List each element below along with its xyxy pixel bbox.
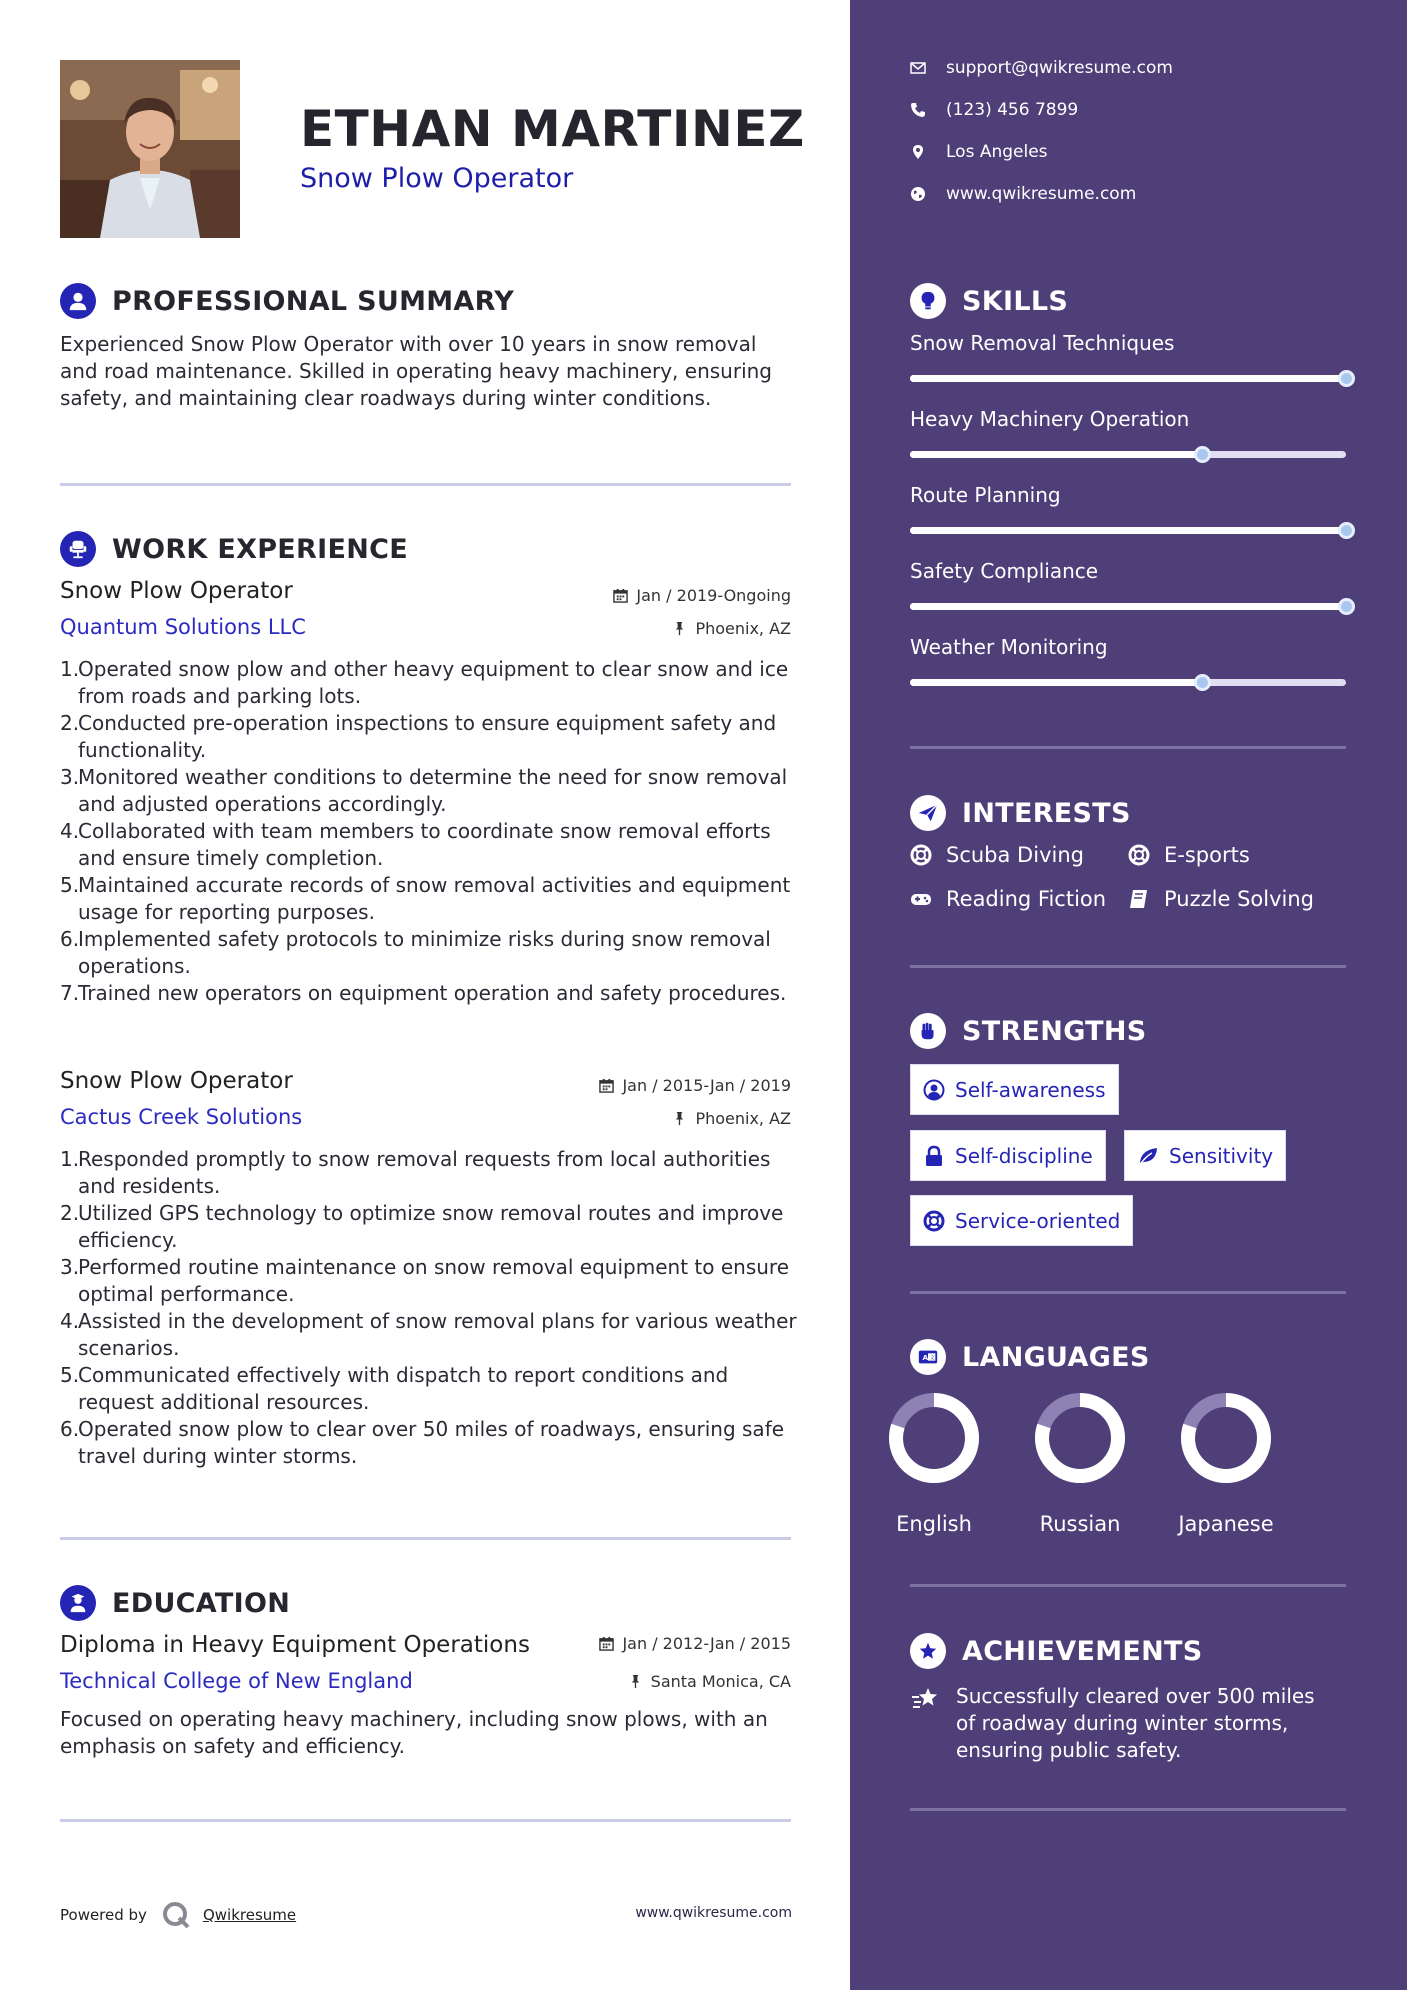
lifebuoy-icon [1128, 844, 1150, 866]
skill-level-bar [910, 679, 1346, 686]
list-item: 2. Utilized GPS technology to optimize snow removal routes and improve efficiency. [60, 1201, 784, 1252]
svg-text:文: 文 [929, 1355, 935, 1362]
strengths-title: STRENGTHS [962, 1015, 1147, 1047]
gamepad-icon [910, 888, 932, 910]
school-name: Technical College of New England [60, 1669, 413, 1693]
list-item: 7. Trained new operators on equipment operation and safety procedures. [60, 981, 787, 1005]
education-description: Focused on operating heavy machinery, including snow plows, with an emphasis on safety and efficiency. [60, 1707, 768, 1758]
graduation-icon [60, 1585, 96, 1621]
footer-site[interactable]: www.qwikresume.com [635, 1905, 792, 1921]
shooting-star-icon [910, 1683, 940, 1713]
calendar-icon [599, 1078, 614, 1093]
skill-level-bar [910, 375, 1346, 382]
language-item [1166, 1390, 1286, 1536]
language-level-ring [886, 1390, 982, 1486]
language-label: Japanese [1178, 1512, 1274, 1536]
divider [60, 1537, 791, 1540]
divider [910, 965, 1346, 968]
brand-link[interactable]: Qwikresume [202, 1906, 297, 1924]
job-title: Snow Plow Operator [60, 578, 293, 604]
pin-icon [672, 1111, 687, 1126]
interest-item: Scuba Diving [910, 843, 1084, 867]
paper-plane-icon [910, 795, 946, 831]
list-item: 1. Operated snow plow and other heavy equipment to clear snow and ice from roads and parking lots. [60, 657, 789, 708]
skill-level-bar [910, 451, 1346, 458]
list-item: 2. Conducted pre-operation inspections to ensure equipment safety and functionality. [60, 711, 777, 762]
skill-level-fill [910, 451, 1202, 458]
skill-level-fill [910, 603, 1346, 610]
phone-icon [910, 102, 926, 118]
translate-icon [910, 1339, 946, 1375]
svg-text:A: A [922, 1353, 929, 1363]
calendar-icon [599, 1636, 614, 1651]
lifebuoy-icon [923, 1210, 945, 1232]
language-level-ring [1032, 1390, 1128, 1486]
location-text: Los Angeles [946, 142, 1048, 162]
interests-title: INTERESTS [962, 797, 1131, 829]
strength-badge: Sensitivity [1124, 1130, 1286, 1181]
job-dates-text: Jan / 2015-Jan / 2019 [622, 1076, 791, 1095]
job-location [672, 619, 791, 638]
list-item: 4. Collaborated with team members to coordinate snow removal efforts and ensure timely completion. [60, 819, 771, 870]
fist-icon [910, 1013, 946, 1049]
user-icon [60, 283, 96, 319]
education-location-text: Santa Monica, CA [650, 1672, 791, 1691]
job-company: Quantum Solutions LLC [60, 615, 306, 639]
skill-name: Heavy Machinery Operation [910, 407, 1190, 431]
divider [910, 1584, 1346, 1587]
calendar-icon [613, 588, 628, 603]
language-item [874, 1390, 994, 1536]
language-item [1020, 1390, 1140, 1536]
lifebuoy-icon [910, 844, 932, 866]
skill-level-knob [1194, 446, 1211, 463]
skill-name: Snow Removal Techniques [910, 331, 1175, 355]
envelope-icon [910, 60, 926, 76]
skill-level-fill [910, 679, 1202, 686]
summary-title: PROFESSIONAL SUMMARY [112, 285, 515, 317]
qwikresume-logo-icon [161, 1900, 191, 1930]
job-title: Snow Plow Operator [60, 1068, 293, 1094]
divider [910, 1291, 1346, 1294]
education-heading [60, 1585, 290, 1621]
leaf-icon [1137, 1145, 1159, 1167]
list-item: 3. Monitored weather conditions to determine the need for snow removal and adjusted operations accordingly. [60, 765, 788, 816]
education-title: EDUCATION [112, 1587, 291, 1619]
job-dates-text: Jan / 2019-Ongoing [636, 586, 791, 605]
book-icon [1128, 888, 1150, 910]
pin-icon [672, 621, 687, 636]
divider [60, 483, 791, 486]
globe-icon [910, 186, 926, 202]
list-item: 4. Assisted in the development of snow removal plans for various weather scenarios. [60, 1309, 797, 1360]
skill-name: Safety Compliance [910, 559, 1099, 583]
powered-by-label: Powered by [60, 1906, 147, 1924]
strength-badge: Service-oriented [910, 1195, 1133, 1246]
profile-photo [60, 60, 240, 238]
sidebar [850, 0, 1407, 1990]
skill-level-bar [910, 603, 1346, 610]
interest-item: Puzzle Solving [1128, 887, 1314, 911]
skill-level-fill [910, 527, 1346, 534]
interest-item: Reading Fiction [910, 887, 1106, 911]
job-dates [599, 1076, 791, 1095]
job-location [672, 1109, 791, 1128]
summary-text: Experienced Snow Plow Operator with over 10 years in snow removal and road maintenance. Skilled in operating heavy machinery, ensuring safety, and maintaining clear roadways during winter conditions. [60, 332, 773, 410]
candidate-title: Snow Plow Operator [300, 163, 574, 194]
job-dates [613, 586, 791, 605]
phone-text: (123) 456 7899 [946, 100, 1079, 120]
contact-location [910, 142, 1048, 162]
email-text: support@qwikresume.com [946, 58, 1173, 78]
job-bullets [60, 656, 800, 1007]
experience-heading [60, 531, 408, 567]
summary-heading [60, 283, 514, 319]
languages-title: LANGUAGES [962, 1341, 1150, 1373]
map-marker-icon [910, 144, 926, 160]
strengths-heading [910, 1013, 1147, 1049]
strength-badge: Self-discipline [910, 1130, 1106, 1181]
language-label: English [896, 1512, 972, 1536]
language-label: Russian [1039, 1512, 1121, 1536]
pin-icon [628, 1674, 643, 1689]
skill-name: Route Planning [910, 483, 1061, 507]
achievement-text: Successfully cleared over 500 miles of roadway during winter storms, ensuring public safety. [956, 1684, 1315, 1762]
powered-by [60, 1900, 296, 1930]
divider [60, 1819, 791, 1822]
lock-icon [923, 1145, 945, 1167]
job-location-text: Phoenix, AZ [695, 1109, 791, 1128]
interest-item: E-sports [1128, 843, 1250, 867]
job-bullets [60, 1146, 800, 1470]
skills-title: SKILLS [962, 285, 1069, 317]
degree-title: Diploma in Heavy Equipment Operations [60, 1632, 530, 1658]
chair-icon [60, 531, 96, 567]
lightbulb-icon [910, 283, 946, 319]
divider [910, 746, 1346, 749]
skill-level-knob [1338, 522, 1355, 539]
skill-level-knob [1338, 370, 1355, 387]
achievements-title: ACHIEVEMENTS [962, 1635, 1203, 1667]
skill-name: Weather Monitoring [910, 635, 1108, 659]
job-company: Cactus Creek Solutions [60, 1105, 303, 1129]
language-level-ring [1178, 1390, 1274, 1486]
list-item: 5. Communicated effectively with dispatch to report conditions and request additional resources. [60, 1363, 729, 1414]
skill-level-knob [1338, 598, 1355, 615]
contact-phone[interactable] [910, 100, 1078, 120]
list-item: 3. Performed routine maintenance on snow removal equipment to ensure optimal performance. [60, 1255, 789, 1306]
list-item: 6. Operated snow plow to clear over 50 miles of roadways, ensuring safe travel during winter storms. [60, 1417, 785, 1468]
skill-level-fill [910, 375, 1346, 382]
interests-heading [910, 795, 1131, 831]
divider [910, 1808, 1346, 1811]
education-dates [599, 1634, 791, 1653]
achievement-item [910, 1683, 1336, 1764]
strength-badge: Self-awareness [910, 1064, 1119, 1115]
skills-heading [910, 283, 1068, 319]
candidate-name: ETHAN MARTINEZ [300, 100, 805, 158]
skill-level-bar [910, 527, 1346, 534]
skill-level-knob [1194, 674, 1211, 691]
education-dates-text: Jan / 2012-Jan / 2015 [622, 1634, 791, 1653]
achievements-heading [910, 1633, 1203, 1669]
website-text: www.qwikresume.com [946, 184, 1137, 204]
user-circle-icon [923, 1079, 945, 1101]
list-item: 6. Implemented safety protocols to minimize risks during snow removal operations. [60, 927, 771, 978]
list-item: 1. Responded promptly to snow removal requests from local authorities and residents. [60, 1147, 771, 1198]
contact-website[interactable] [910, 184, 1136, 204]
job-location-text: Phoenix, AZ [695, 619, 791, 638]
languages-heading [910, 1339, 1150, 1375]
education-location [628, 1672, 791, 1691]
star-badge-icon [910, 1633, 946, 1669]
contact-email[interactable] [910, 58, 1173, 78]
experience-title: WORK EXPERIENCE [112, 533, 408, 565]
list-item: 5. Maintained accurate records of snow removal activities and equipment usage for reporting purposes. [60, 873, 791, 924]
